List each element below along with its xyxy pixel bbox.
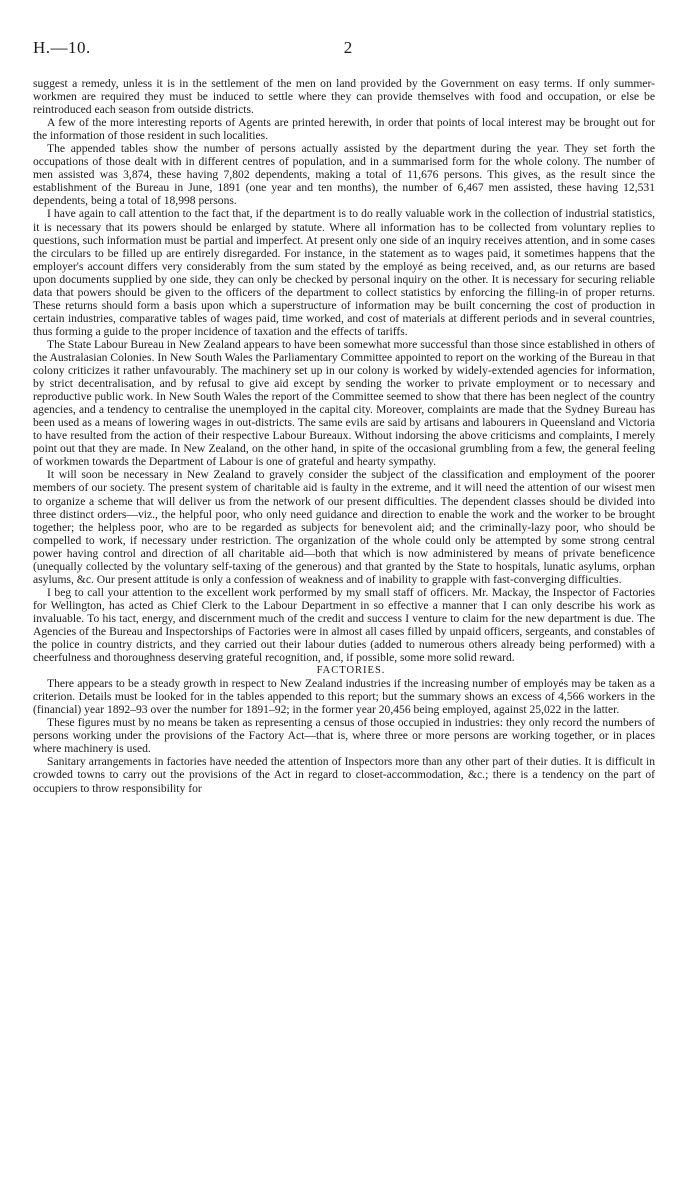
paragraph: A few of the more interesting reports of Agents are printed herewith, in order that points of local interest may be brought out for the information of those resident in such localities. [33,116,655,143]
paragraph: There appears to be a steady growth in respect to New Zealand industries if the increasing number of employés may be taken as a criterion. Details must be looked for in the tables appended to this report; but the summary shows an excess of 4,566 workers in the (financial) year 1892–93 over the number for 1891–92; in the former year 20,456 being employed, against 25,022 in the latter. [33,677,655,717]
paragraph: These figures must by no means be taken as representing a census of those occupied in industries: they only record the numbers of persons working under the provisions of the Factory Act—that is, where three or more persons are working together, or in places where machinery is used. [33,716,655,756]
paragraph: I have again to call attention to the fact that, if the department is to do really valuable work in the collection of industrial statistics, it is necessary that its powers should be enlarged by statute. Where all information has to be collected from voluntary replies to questions, such information must be partial and imperfect. At present only one side of an inquiry receives attention, and in some cases the circulars to be filled up are entirely disregarded. For instance, in the statement as to wages paid, it sometimes happens that the employer's account differs very considerably from the sum stated by the employé as being received, and, as our returns are based upon documents supplied by one side, they can only be checked by personal inquiry on the other. It is necessary for securing reliable data that powers should be given to the officers of the department to collect statistics by enforcing the filling-in of proper returns. These returns should form a basis upon which a superstructure of information may be built concerning the cost of production in certain industries, comparative tables of wages paid, time worked, and cost of materials at different periods and in several countries, thus forming a guide to the proper incidence of taxation and the effects of tariffs. [33,207,655,338]
paragraph: Sanitary arrangements in factories have needed the attention of Inspectors more than any other part of their duties. It is difficult in crowded towns to carry out the provisions of the Act in regard to closet-accommodation, &c.; there is a tendency on the part of occupiers to throw responsibility for [33,755,655,795]
paragraph: suggest a remedy, unless it is in the settlement of the men on land provided by the Government on easy terms. If only summer-workmen are required they must be induced to settle where they can provide themselves with food and occupation, or else be reintroduced each season from outside districts. [33,77,655,117]
page-header [33,38,663,64]
document-body [33,77,655,795]
paragraph: I beg to call your attention to the excellent work performed by my small staff of officers. Mr. Mackay, the Inspector of Factories for Wellington, has acted as Chief Clerk to the Labour Department in so effective a manner that I can only describe his work as invaluable. To his tact, energy, and discernment much of the credit and success I venture to claim for the new department is due. The Agencies of the Bureau and Inspectorships of Factories were in almost all cases filled by unpaid officers, sergeants, and constables of the police in country districts, and they carried out their labour duties (added to numerous others already being performed) with a cheerfulness and thoroughness deserving grateful recognition, and, if possible, some more solid reward. [33,585,655,665]
paragraph: It will soon be necessary in New Zealand to gravely consider the subject of the classification and employment of the poorer members of our society. The present system of charitable aid is faulty in the extreme, and it will need the attention of our wisest men to organize a scheme that will deliver us from the network of our present difficulties. The dependent classes should be divided into three distinct orders—viz., the helpful poor, who only need guidance and direction to enable the work and the worker to be brought together; the helpless poor, who are to be regarded as subjects for benevolent aid; and the criminally-lazy poor, who should be compelled to work, if necessary under restriction. The organization of the whole could only be attempted by some strong central power having control and direction of all charitable aid—both that which is now administered by means of private beneficence (unequally collected by the voluntary self-taxing of the generous) and that granted by the State to hospitals, lunatic asylums, orphan asylums, &c. Our present attitude is only a confession of weakness and of inability to grapple with fast-converging difficulties. [33,468,655,586]
section-heading: FACTORIES. [316,665,386,677]
page-number: 2 [343,38,353,57]
paragraph: The appended tables show the number of persons actually assisted by the department during the year. They set forth the occupations of those dealt with in different centres of population, and in a summarised form for the whole colony. The number of men assisted was 3,874, these having 7,802 dependents, making a total of 11,676 persons. This gives, as the result since the establishment of the Bureau in June, 1891 (one year and ten months), the number of 6,467 men assisted, these having 12,531 dependents, being a total of 18,998 persons. [33,142,655,208]
paragraph: The State Labour Bureau in New Zealand appears to have been somewhat more successful than those since established in others of the Australasian Colonies. In New South Wales the Parliamentary Committee appointed to report on the working of the Bureau in that colony criticizes it rather unfavourably. The machinery set up in our colony is worked by widely-extended agencies for information, by strict decentralisation, and by refusal to give aid except by sending the worker to private employment or to necessary and reproductive public work. In New South Wales the report of the Committee seemed to show that there has been neglect of the country agencies, and a tendency to centralise the unemployed in the capital city. Moreover, complaints are made that the Sydney Bureau has been used as a means of lowering wages in out-districts. The same evils are said by artisans and labourers in Queensland and Victoria to have resulted from the action of their respective Labour Bureaux. Without indorsing the above criticisms and complaints, I merely point out that they are made. In New Zealand, on the other hand, in spite of the occasional grumbling from a few, the general feeling of workmen towards the Department of Labour is one of grateful and hearty sympathy. [33,337,655,469]
document-reference: H.—10. [33,38,91,57]
